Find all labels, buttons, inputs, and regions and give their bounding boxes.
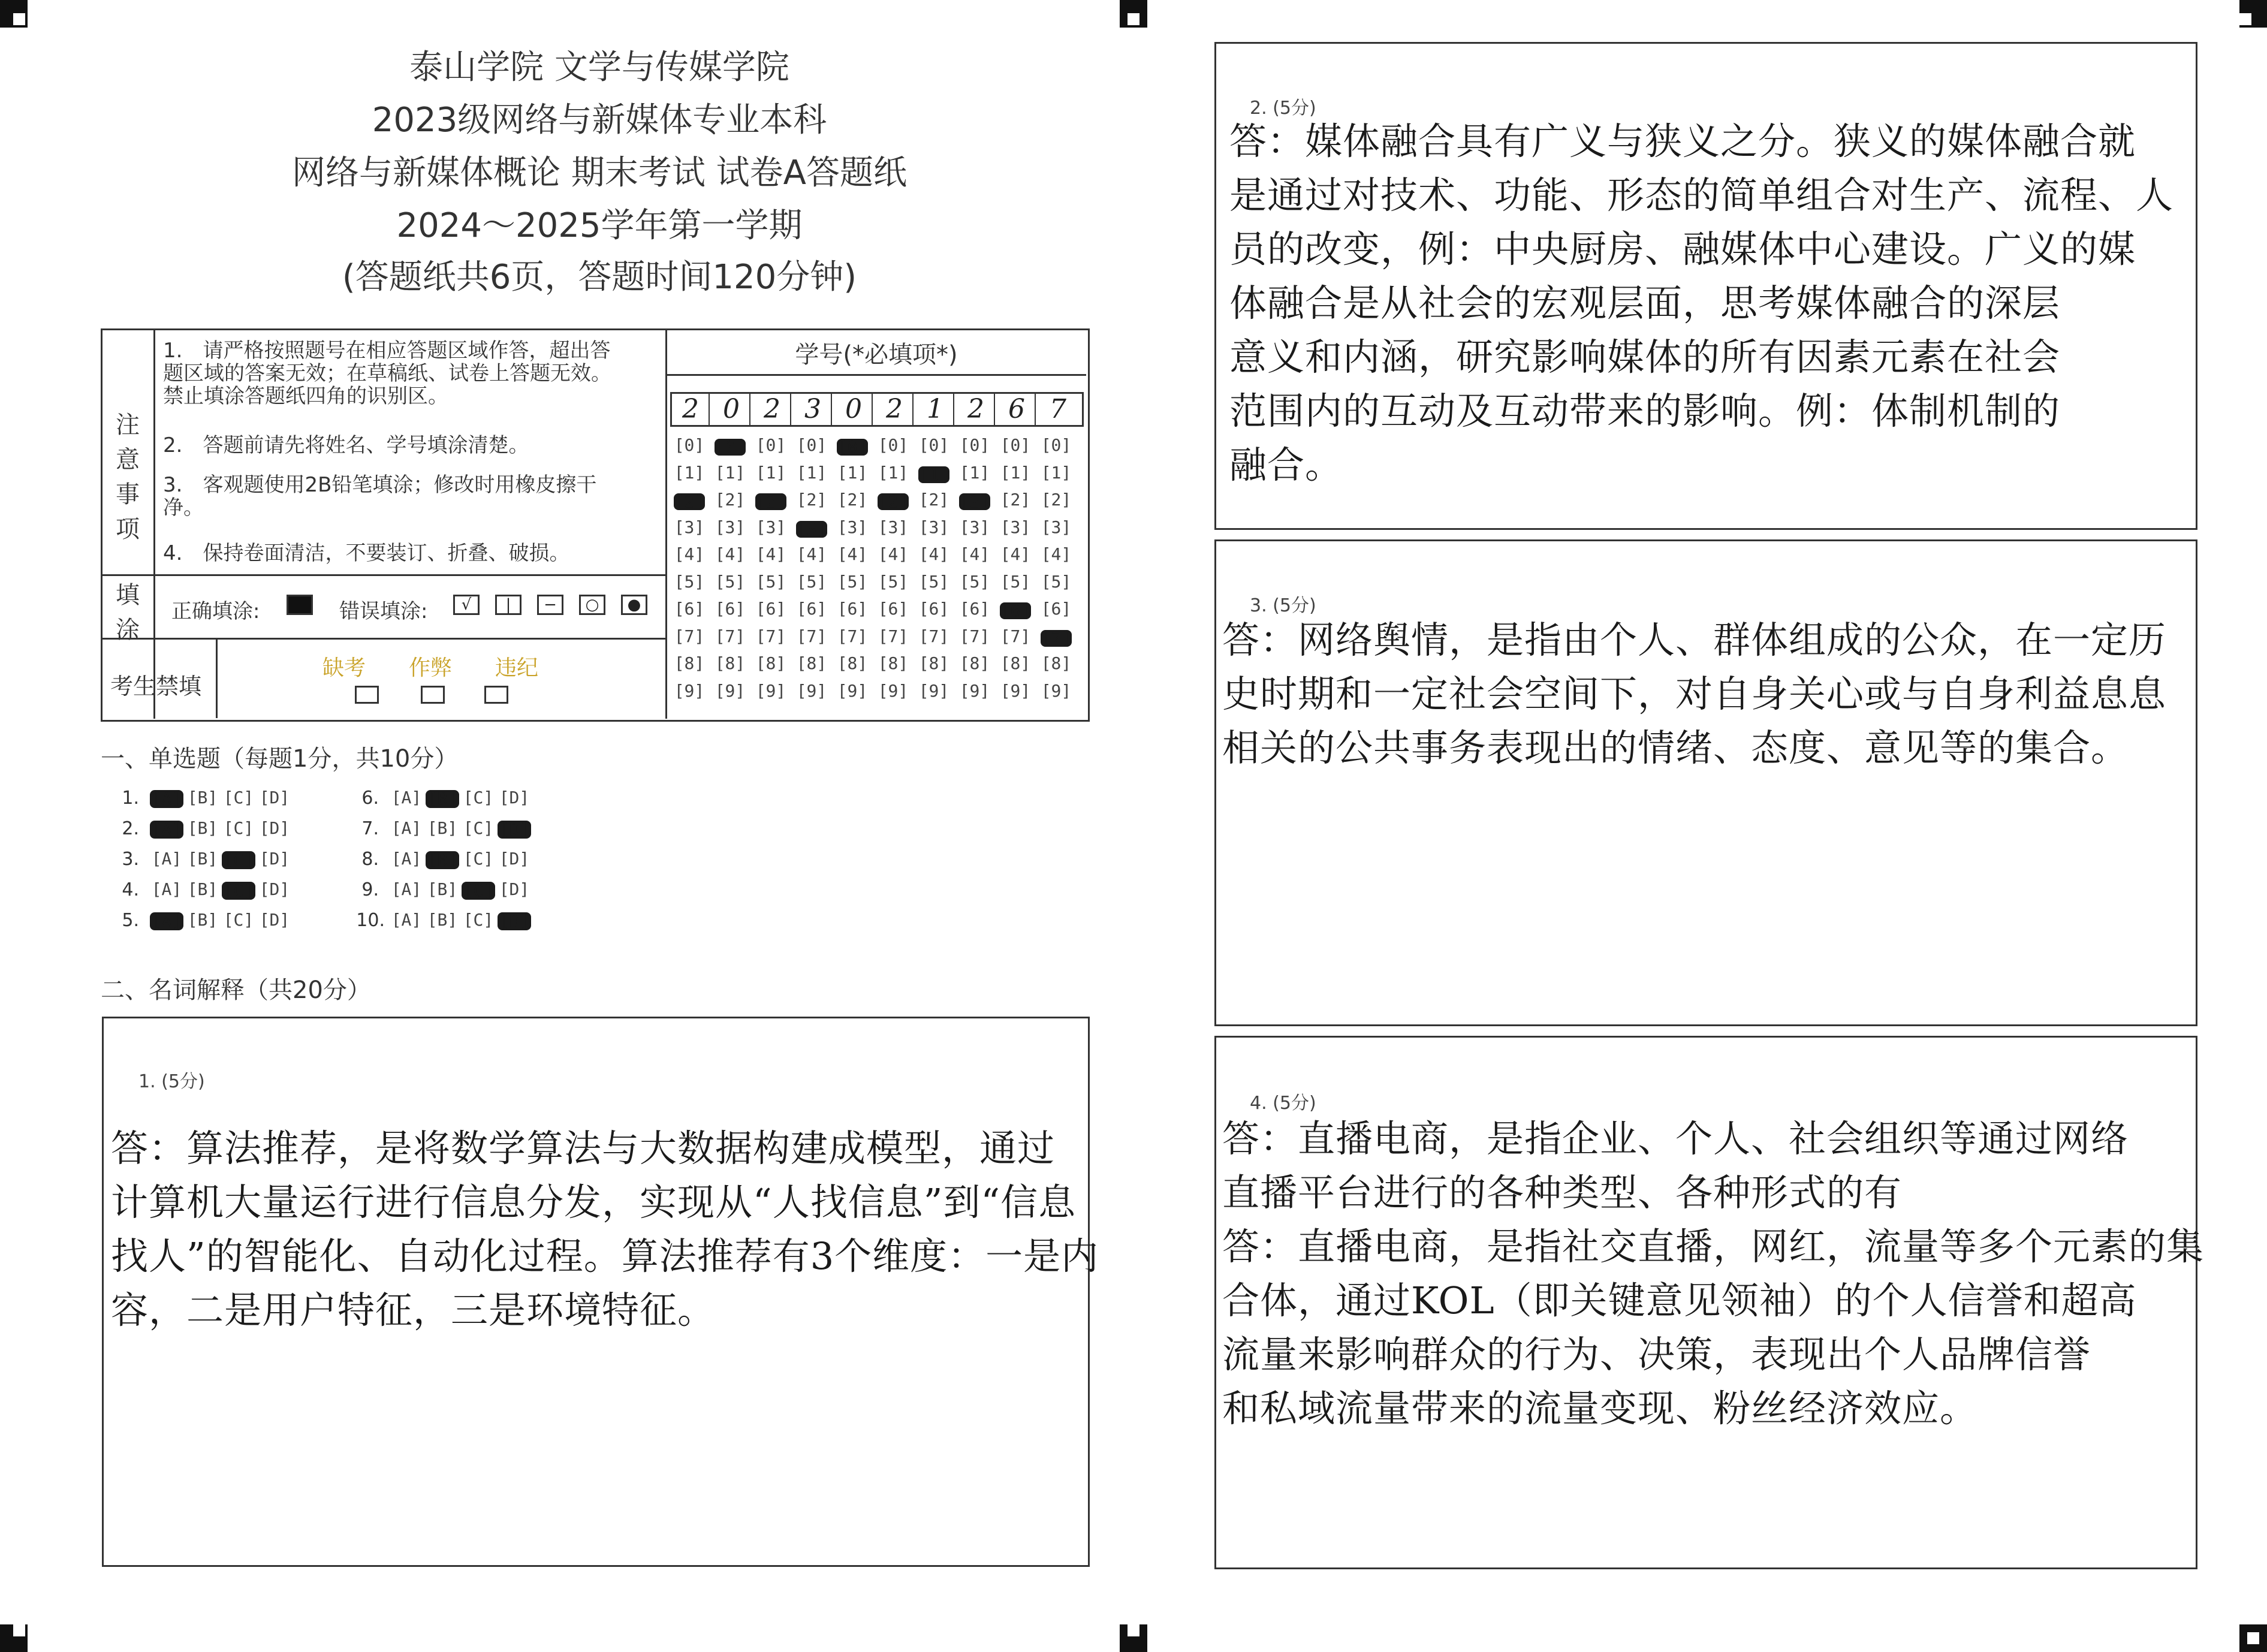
id-bubble-c7-r6[interactable]: [6] [918,599,949,619]
answer-4-line-2: 直播平台进行的各种类型、各种形式的有 [1222,1171,1903,1214]
answer-3-line-1: 答：网络舆情，是指由个人、群体组成的公众，在一定历 [1222,618,2167,662]
id-bubble-c5-r6[interactable]: [6] [837,599,868,619]
id-bubble-c5-r7[interactable]: [7] [837,626,868,646]
student-id-digit-6: 2 [876,393,914,426]
student-id-digit-10: 7 [1050,394,1066,424]
id-bubble-c1-r0[interactable]: [0] [674,435,705,455]
id-bubble-c5-r3[interactable]: [3] [837,517,868,537]
id-bubble-c6-r9[interactable]: [9] [878,680,909,701]
id-bubble-c3-r0[interactable]: [0] [755,435,786,455]
wrong-sample-bar: | [495,595,521,615]
answer-2-line-6: 范围内的互动及互动带来的影响。例：体制机制的 [1229,389,2061,433]
id-bubble-c4-r4[interactable]: [4] [796,544,827,564]
section1-title: 一、单选题（每题1分，共10分） [101,745,459,773]
id-bubble-c6-r6[interactable]: [6] [878,599,909,619]
top-right-mark [2239,0,2267,28]
id-bubble-c3-r5[interactable]: [5] [755,571,786,592]
forbid-cheat-label: 作弊 [409,656,453,680]
id-bubble-c10-r9[interactable]: [9] [1041,680,1072,701]
answer-2-line-3: 员的改变，例：中央厨房、融媒体中心建设。广义的媒 [1229,227,2136,271]
bottom-left-mark [0,1624,28,1652]
answer-4-label: 4. (5分) [1250,1093,1316,1114]
id-bubble-c2-r4[interactable]: [4] [715,544,746,564]
student-id-digit-8: 2 [958,393,995,426]
id-bubble-c2-r9[interactable]: [9] [715,680,746,701]
mc-question-num-10: 10. [356,910,385,931]
mc-q8-option-D[interactable]: [D] [499,849,530,869]
mc-q5-option-C[interactable]: [C] [223,910,254,930]
mc-q7-option-A[interactable]: [A] [391,818,422,838]
notice-label: 注意事项 [116,411,140,543]
mc-q7-option-C[interactable]: [C] [463,818,494,838]
student-id-digit-5: 0 [836,393,873,426]
answer-2-line-1: 答：媒体融合具有广义与狭义之分。狭义的媒体融合就 [1229,119,2136,163]
student-id-digit-2: 0 [713,393,750,426]
mc-q1-option-B[interactable]: [B] [187,788,218,807]
mc-q4-option-D[interactable]: [D] [259,879,290,899]
id-bubble-c3-r1[interactable]: [1] [755,462,786,483]
id-bubble-c6-r7[interactable]: [7] [878,626,909,646]
notice-item-2: 2. 答题前请先将姓名、学号填涂清楚。 [163,433,529,457]
header-line-major: 2023级网络与新媒体专业本科 [372,101,827,140]
id-bubble-c6-r0[interactable]: [0] [878,435,909,455]
id-bubble-c2-r5[interactable]: [5] [715,571,746,592]
id-bubble-c9-r3[interactable]: [3] [1000,517,1031,537]
id-bubble-c5-r5[interactable]: [5] [837,571,868,592]
id-bubble-c10-r4[interactable]: [4] [1041,544,1072,564]
answer-1-line-2: 计算机大量运行进行信息分发，实现从“人找信息”到“信息 [111,1180,1077,1224]
answer-box-1[interactable] [102,1017,1099,1567]
mc-q9-option-D[interactable]: [D] [499,879,530,899]
forbid-absent-label: 缺考 [322,656,366,680]
wrong-sample-check: √ [453,595,480,615]
mc-question-num-7: 7. [361,818,379,839]
mc-q3-option-C[interactable]: [C] [222,851,255,869]
id-bubble-c9-r1[interactable]: [1] [1000,462,1031,483]
section2-title: 二、名词解释（共20分） [101,976,371,1004]
id-bubble-c1-r2[interactable]: [2] [674,492,705,511]
id-bubble-c2-r3[interactable]: [3] [715,517,746,537]
id-bubble-c3-r8[interactable]: [8] [755,653,786,673]
forbid-label: 考生禁填 [110,673,202,700]
forbid-violation-checkbox[interactable] [484,686,508,704]
student-id-digit-4: 3 [795,393,832,426]
id-bubble-c2-r8[interactable]: [8] [715,653,746,673]
id-bubble-c5-r9[interactable]: [9] [837,680,868,701]
id-bubble-c7-r0[interactable]: [0] [918,435,949,455]
id-bubble-c8-r8[interactable]: [8] [959,653,990,673]
id-bubble-c9-r2[interactable]: [2] [1000,490,1031,510]
id-bubble-c5-r0[interactable]: [0] [837,437,868,457]
id-bubble-c8-r1[interactable]: [1] [959,462,990,483]
id-bubble-c1-r6[interactable]: [6] [674,599,705,619]
mc-q1-option-D[interactable]: [D] [259,788,290,807]
header-line-info: (答题纸共6页，答题时间120分钟) [342,258,857,297]
id-bubble-c4-r0[interactable]: [0] [796,435,827,455]
answer-4-line-5: 流量来影响群众的行为、决策，表现出个人品牌信誉 [1222,1333,2091,1376]
id-bubble-c10-r5[interactable]: [5] [1041,571,1072,592]
mc-q2-option-C[interactable]: [C] [223,818,254,838]
id-bubble-c9-r4[interactable]: [4] [1000,544,1031,564]
id-bubble-c2-r1[interactable]: [1] [715,462,746,483]
id-bubble-c2-r7[interactable]: [7] [715,626,746,646]
answer-2-label: 2. (5分) [1250,98,1316,119]
mc-q6-option-D[interactable]: [D] [499,788,530,807]
id-bubble-c8-r2[interactable]: [2] [959,492,990,511]
bottom-mid-mark [1120,1624,1147,1652]
mc-q10-option-D[interactable]: [D] [498,912,531,930]
mc-q8-option-C[interactable]: [C] [463,849,494,869]
id-bubble-c7-r7[interactable]: [7] [918,626,949,646]
id-bubble-c8-r5[interactable]: [5] [959,571,990,592]
id-bubble-c1-r4[interactable]: [4] [674,544,705,564]
header-line-course: 网络与新媒体概论 期末考试 试卷A答题纸 [292,153,907,192]
id-bubble-c4-r8[interactable]: [8] [796,653,827,673]
id-bubble-c6-r8[interactable]: [8] [878,653,909,673]
id-bubble-c8-r3[interactable]: [3] [959,517,990,537]
id-bubble-c3-r7[interactable]: [7] [755,626,786,646]
answer-3-line-2: 史时期和一定社会空间下，对自身关心或与自身利益息息 [1222,672,2167,716]
id-bubble-c3-r6[interactable]: [6] [755,599,786,619]
answer-4-line-6: 和私域流量带来的流量变现、粉丝经济效应。 [1222,1386,1978,1430]
id-bubble-c4-r1[interactable]: [1] [796,462,827,483]
mc-q9-option-A[interactable]: [A] [391,879,422,899]
mc-q4-option-A[interactable]: [A] [151,879,182,899]
student-id-digit-9: 6 [999,393,1036,426]
id-bubble-c8-r4[interactable]: [4] [959,544,990,564]
answer-1-label: 1. (5分) [138,1071,205,1092]
answer-3-label: 3. (5分) [1250,595,1316,616]
mc-q5-option-A[interactable]: [A] [150,912,183,930]
id-bubble-c5-r2[interactable]: [2] [837,490,868,510]
id-bubble-c1-r5[interactable]: [5] [674,571,705,592]
id-bubble-c9-r6[interactable]: [6] [1000,601,1031,620]
id-bubble-c7-r8[interactable]: [8] [918,653,949,673]
id-bubble-c1-r8[interactable]: [8] [674,653,705,673]
id-bubble-c9-r7[interactable]: [7] [1000,626,1031,646]
wrong-sample-dot: ● [621,595,647,615]
id-bubble-c2-r0[interactable]: [0] [715,437,746,457]
forbid-violation-label: 违纪 [495,656,539,680]
id-bubble-c10-r0[interactable]: [0] [1041,435,1072,455]
id-bubble-c8-r7[interactable]: [7] [959,626,990,646]
answer-box-3[interactable] [1214,539,2197,1026]
bottom-right-mark [2239,1624,2267,1652]
mc-question-num-1: 1. [122,788,139,809]
mc-q1-option-A[interactable]: [A] [150,790,183,808]
id-bubble-c4-r5[interactable]: [5] [796,571,827,592]
student-id-digit-3: 2 [754,393,791,426]
notice-item-4: 4. 保持卷面清洁，不要装订、折叠、破损。 [163,541,570,565]
correct-fill-sample [287,595,313,615]
id-bubble-c4-r7[interactable]: [7] [796,626,827,646]
mc-question-num-5: 5. [122,910,139,931]
id-bubble-c3-r3[interactable]: [3] [755,517,786,537]
id-bubble-c6-r1[interactable]: [1] [878,462,909,483]
mc-q5-option-D[interactable]: [D] [259,910,290,930]
answer-2-line-2: 是通过对技术、功能、形态的简单组合对生产、流程、人 [1229,173,2174,217]
answer-4-line-4: 合体，通过KOL（即关键意见领袖）的个人信誉和超高 [1222,1279,2137,1322]
mc-question-num-9: 9. [361,879,379,900]
mc-q10-option-A[interactable]: [A] [391,910,422,930]
id-bubble-c3-r4[interactable]: [4] [755,544,786,564]
mc-question-num-4: 4. [122,879,139,900]
id-bubble-c10-r2[interactable]: [2] [1041,490,1072,510]
forbid-cheat-checkbox[interactable] [421,686,445,704]
id-bubble-c4-r2[interactable]: [2] [796,490,827,510]
id-bubble-c6-r5[interactable]: [5] [878,571,909,592]
mc-q2-option-D[interactable]: [D] [259,818,290,838]
top-mid-mark [1120,0,1147,28]
mc-q3-option-D[interactable]: [D] [259,849,290,869]
id-bubble-c3-r9[interactable]: [9] [755,680,786,701]
mc-q3-option-B[interactable]: [B] [187,849,218,869]
mc-q6-option-C[interactable]: [C] [463,788,494,807]
id-bubble-c8-r9[interactable]: [9] [959,680,990,701]
id-bubble-c9-r9[interactable]: [9] [1000,680,1031,701]
mc-q2-option-A[interactable]: [A] [150,821,183,839]
id-bubble-c6-r3[interactable]: [3] [878,517,909,537]
answer-box-4[interactable] [1214,1036,2205,1569]
id-bubble-c1-r1[interactable]: [1] [674,462,705,483]
id-bubble-c10-r1[interactable]: [1] [1041,462,1072,483]
answer-2-line-5: 意义和内涵，研究影响媒体的所有因素元素在社会 [1229,335,2061,379]
wrong-sample-circle: ○ [579,595,605,615]
mc-q4-option-C[interactable]: [C] [222,882,255,900]
id-bubble-c7-r1[interactable]: [1] [918,464,949,484]
header-line-term: 2024～2025学年第一学期 [396,206,803,245]
answer-3-line-3: 相关的公共事务表现出的情绪、态度、意见等的集合。 [1222,726,2129,770]
id-bubble-c5-r4[interactable]: [4] [837,544,868,564]
mc-q2-option-B[interactable]: [B] [187,818,218,838]
id-bubble-c2-r6[interactable]: [6] [715,599,746,619]
id-bubble-c9-r0[interactable]: [0] [1000,435,1031,455]
notice-item-1: 1. 请严格按照题号在相应答题区域作答，超出答题区域的答案无效；在草稿纸、试卷上答题无效。禁止填涂答题纸四角的识别区。 [163,339,611,408]
mc-q8-option-A[interactable]: [A] [391,849,422,869]
mc-q10-option-B[interactable]: [B] [427,910,458,930]
header-line-school: 泰山学院 文学与传媒学院 [409,48,789,87]
wrong-sample-dash: − [537,595,563,615]
id-bubble-c8-r6[interactable]: [6] [959,599,990,619]
mc-question-num-6: 6. [361,788,379,809]
answer-2-line-4: 体融合是从社会的宏观层面，思考媒体融合的深层 [1229,281,2061,325]
mc-q9-option-B[interactable]: [B] [427,879,458,899]
answer-1-line-4: 容，二是用户特征，三是环境特征。 [111,1288,716,1332]
answer-1-line-1: 答：算法推荐，是将数学算法与大数据构建成模型，通过 [111,1126,1056,1170]
wrong-fill-label: 错误填涂: [339,599,428,623]
answer-4-line-3: 答：直播电商，是指社交直播，网红，流量等多个元素的集 [1222,1225,2205,1268]
mc-q4-option-B[interactable]: [B] [187,879,218,899]
notice-item-3: 3. 客观题使用2B铅笔填涂；修改时用橡皮擦干净。 [163,473,597,520]
mc-q3-option-A[interactable]: [A] [151,849,182,869]
top-left-mark [0,0,28,28]
answer-4-line-1: 答：直播电商，是指企业、个人、社会组织等通过网络 [1222,1117,2129,1160]
id-bubble-c10-r8[interactable]: [8] [1041,653,1072,673]
id-bubble-c1-r3[interactable]: [3] [674,517,705,537]
fill-label: 填涂 [116,581,140,644]
mc-q6-option-B[interactable]: [B] [426,790,459,808]
id-bubble-c10-r7[interactable]: [7] [1041,628,1072,648]
answer-1-line-3: 找人”的智能化、自动化过程。算法推荐有3个维度：一是内 [111,1234,1099,1278]
id-bubble-c4-r3[interactable]: [3] [796,518,827,539]
mc-question-num-3: 3. [122,849,139,870]
mc-q10-option-C[interactable]: [C] [463,910,494,930]
id-bubble-c4-r6[interactable]: [6] [796,599,827,619]
id-bubble-c9-r8[interactable]: [8] [1000,653,1031,673]
id-bubble-c7-r5[interactable]: [5] [918,571,949,592]
id-bubble-c6-r2[interactable]: [2] [878,492,909,511]
mc-q8-option-B[interactable]: [B] [426,851,459,869]
mc-q9-option-C[interactable]: [C] [462,882,495,900]
id-bubble-c10-r6[interactable]: [6] [1041,599,1072,619]
id-bubble-c10-r3[interactable]: [3] [1041,517,1072,537]
mc-q7-option-D[interactable]: [D] [498,821,531,839]
mc-q6-option-A[interactable]: [A] [391,788,422,807]
id-bubble-c8-r0[interactable]: [0] [959,435,990,455]
id-bubble-c3-r2[interactable]: [2] [755,492,786,511]
mc-q7-option-B[interactable]: [B] [427,818,458,838]
id-bubble-c9-r5[interactable]: [5] [1000,571,1031,592]
mc-question-num-2: 2. [122,818,139,839]
student-id-digit-1: 2 [673,393,710,426]
id-bubble-c6-r4[interactable]: [4] [878,544,909,564]
answer-2-line-7: 融合。 [1229,443,1343,487]
id-bubble-c2-r2[interactable]: [2] [715,490,746,510]
id-bubble-c1-r7[interactable]: [7] [674,626,705,646]
id-bubble-c5-r1[interactable]: [1] [837,462,868,483]
answer-box-2[interactable] [1214,42,2197,530]
student-id-title: 学号(*必填项*) [795,341,958,369]
id-bubble-c7-r9[interactable]: [9] [918,680,949,701]
mc-question-num-8: 8. [361,849,379,870]
id-bubble-c4-r9[interactable]: [9] [796,680,827,701]
id-bubble-c1-r9[interactable]: [9] [674,680,705,701]
id-bubble-c7-r4[interactable]: [4] [918,544,949,564]
forbid-absent-checkbox[interactable] [355,686,379,704]
id-bubble-c7-r3[interactable]: [3] [918,517,949,537]
id-bubble-c7-r2[interactable]: [2] [918,490,949,510]
mc-q5-option-B[interactable]: [B] [187,910,218,930]
id-bubble-c5-r8[interactable]: [8] [837,653,868,673]
correct-fill-label: 正确填涂: [171,599,260,623]
student-id-digit-7: 1 [917,393,954,426]
mc-q1-option-C[interactable]: [C] [223,788,254,807]
